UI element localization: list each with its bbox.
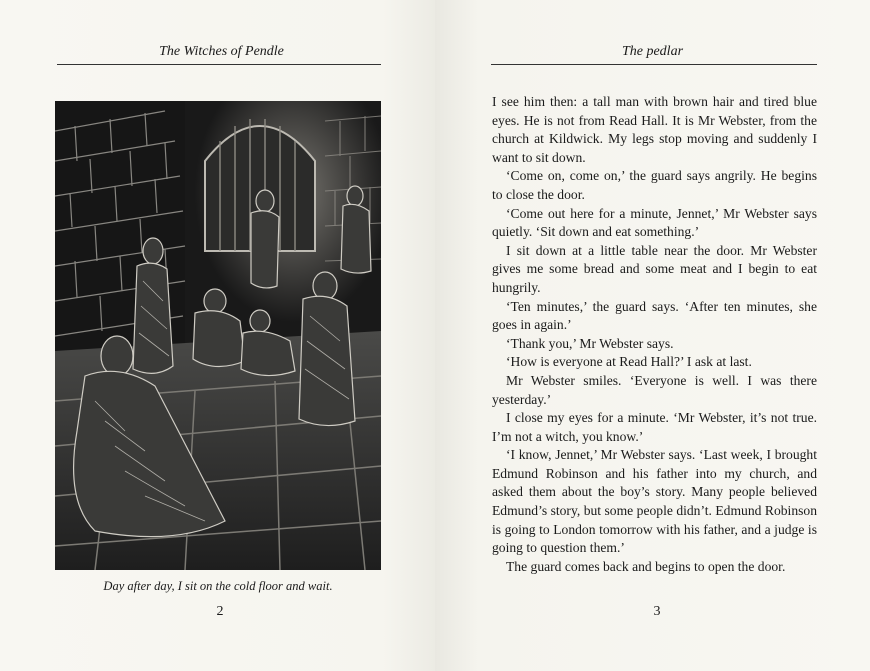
illustration-caption: Day after day, I sit on the cold floor and wait. [103,579,333,593]
paragraph: Mr Webster smiles. ‘Everyone is well. I was there yesterday.’ [492,372,817,407]
paragraph: ‘Ten minutes,’ the guard says. ‘After ten minutes, she goes in again.’ [492,298,817,333]
right-running-head: The pedlar [621,44,684,59]
left-running-head: The Witches of Pendle [159,44,284,59]
paragraph: I sit down at a little table near the door. Mr Webster gives me some bread and some meat and I begin to eat hungrily. [492,242,817,295]
paragraph: The guard comes back and begins to open the door. [506,558,786,574]
body-text [492,93,817,576]
right-header-rule [491,64,817,65]
engraving-illustration [55,101,381,570]
paragraph: ‘Thank you,’ Mr Webster says. [506,335,674,351]
left-header-rule [57,64,381,65]
paragraph: I close my eyes for a minute. ‘Mr Webster, it’s not true. I’m not a witch, you know.’ [492,410,817,444]
paragraph: ‘How is everyone at Read Hall?’ I ask at last. [506,354,752,370]
paragraph: ‘Come on, come on,’ the guard says angrily. He begins to close the door. [492,168,817,202]
right-page [435,0,870,671]
left-page-number: 2 [216,604,224,619]
engraving-svg [55,101,381,570]
paragraph: I see him then: a tall man with brown hair and tired blue eyes. He is not from Read Hall. It is Mr Webster, from the church at Kildwick. My legs stop moving and suddenly I want to sit down. [492,94,817,165]
right-page-number: 3 [653,604,661,619]
paragraph: ‘Come out here for a minute, Jennet,’ Mr Webster says quietly. ‘Sit down and eat something.’ [492,205,817,240]
paragraph: ‘I know, Jennet,’ Mr Webster says. ‘Last week, I brought Edmund Robinson and his father into my church, and asked them about the boy’s story. Many people believed Edmund’s story, but some people didn’t. Edmund Robinson is going to London tomorrow with his father, and a judge is going to question them.’ [492,447,817,556]
